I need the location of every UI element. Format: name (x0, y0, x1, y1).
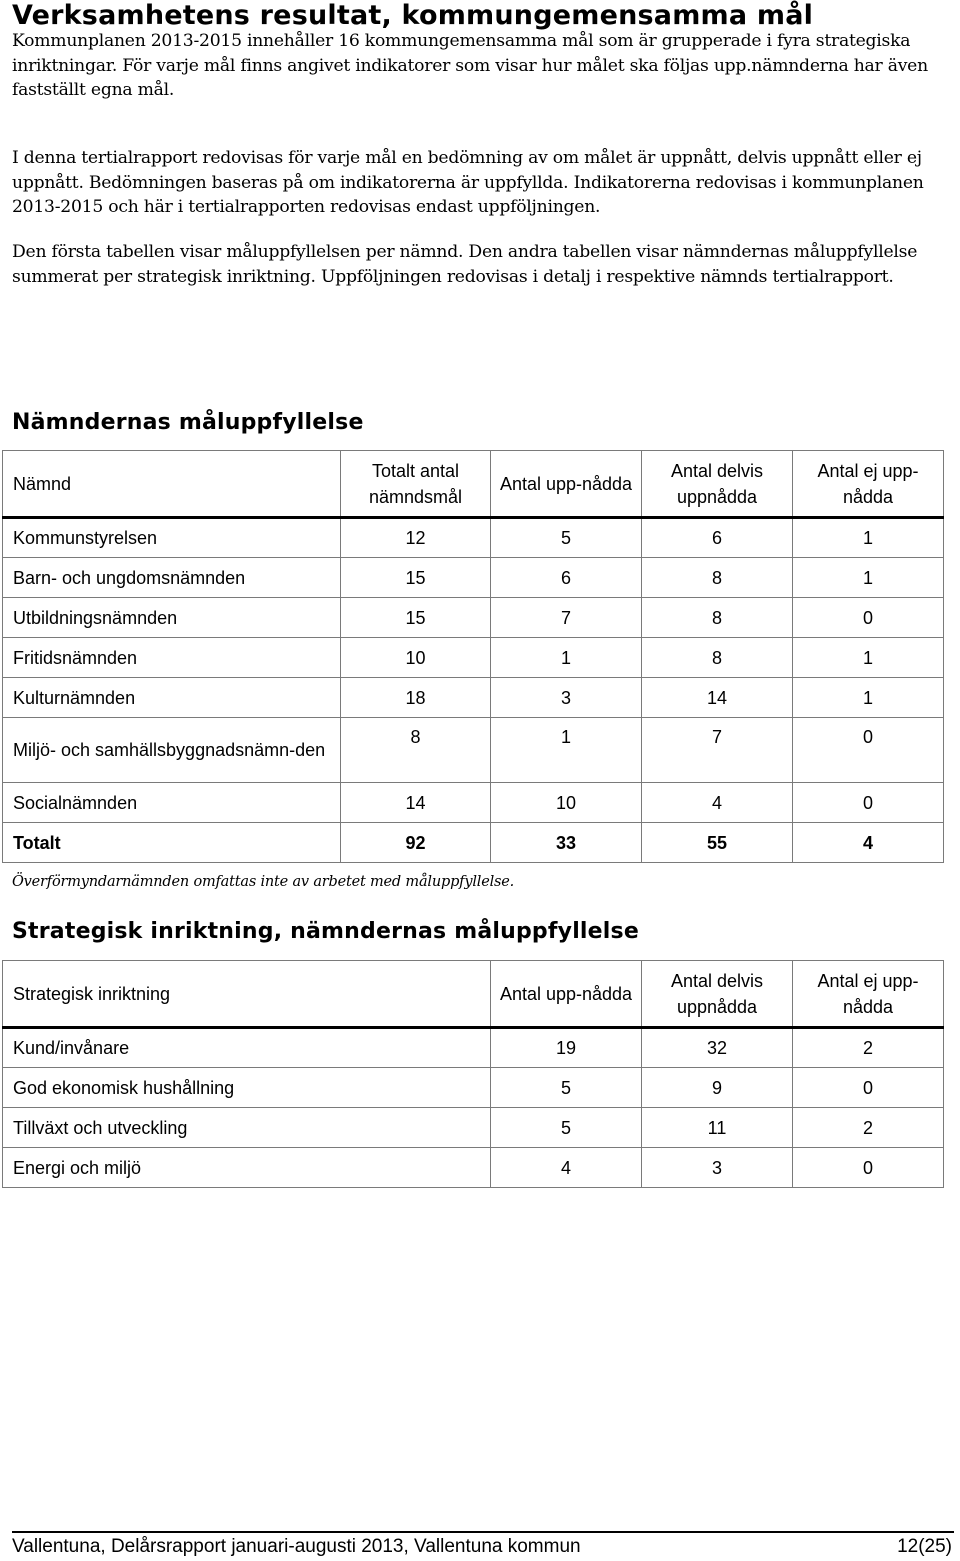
table-cell: 19 (491, 1028, 642, 1068)
table-cell-name: Totalt (3, 823, 341, 863)
column-header: Totalt antal nämndsmål (341, 451, 491, 518)
table-cell: 10 (341, 638, 491, 678)
column-header: Antal delvis uppnådda (642, 451, 793, 518)
table-row (3, 1068, 944, 1108)
table-cell: 8 (341, 718, 491, 783)
table-cell: 6 (491, 558, 642, 598)
page-title: Verksamhetens resultat, kommungemensamma mål (12, 0, 814, 31)
table-row (3, 718, 944, 783)
table-header-row (3, 451, 944, 518)
table-cell: 1 (793, 518, 944, 558)
table-row (3, 598, 944, 638)
table-row (3, 678, 944, 718)
namnd-goal-table (2, 450, 944, 863)
table-cell: 3 (491, 678, 642, 718)
table-cell: 2 (793, 1028, 944, 1068)
table-cell: 6 (642, 518, 793, 558)
intro-paragraph-2: I denna tertialrapport redovisas för varje mål en bedömning av om målet är uppnått, delvis uppnått eller ej uppnått. Bedömningen baseras på om indikatorerna är uppfyllda. Indikatorerna redovisas i kommunplanen 2013-2015 och här i tertialrapporten redovisas endast uppföljningen. (12, 148, 924, 217)
table-cell: 0 (793, 1148, 944, 1188)
table-cell: 8 (642, 558, 793, 598)
table-cell-name: Barn- och ungdomsnämnden (3, 558, 341, 598)
table-row (3, 518, 944, 558)
table-cell: 12 (341, 518, 491, 558)
intro-paragraph-1: Kommunplanen 2013-2015 innehåller 16 kommungemensamma mål som är grupperade i fyra strategiska inriktningar. För varje mål finns angivet indikatorer som visar hur målet ska följas upp.nämnderna har även fastställt egna mål. (12, 31, 928, 100)
column-header: Antal ej upp-nådda (793, 451, 944, 518)
page-number: 12(25) (897, 1536, 952, 1557)
table-cell: 5 (491, 518, 642, 558)
table-total-row (3, 823, 944, 863)
table-cell: 1 (793, 638, 944, 678)
table2-title: Strategisk inriktning, nämndernas måluppfyllelse (12, 919, 639, 944)
strategic-direction-table (2, 960, 944, 1188)
table-row (3, 783, 944, 823)
table-cell-name: Kulturnämnden (3, 678, 341, 718)
table-cell-name: Socialnämnden (3, 783, 341, 823)
table-cell: 0 (793, 1068, 944, 1108)
table-cell-name: Tillväxt och utveckling (3, 1108, 491, 1148)
table-cell: 1 (793, 558, 944, 598)
table-cell-name: Fritidsnämnden (3, 638, 341, 678)
table-row (3, 1028, 944, 1068)
table-row (3, 1148, 944, 1188)
table-cell-name: Kommunstyrelsen (3, 518, 341, 558)
table-cell: 32 (642, 1028, 793, 1068)
column-header: Strategisk inriktning (3, 961, 491, 1028)
table-cell: 9 (642, 1068, 793, 1108)
table-cell: 5 (491, 1108, 642, 1148)
table-cell-name: God ekonomisk hushållning (3, 1068, 491, 1108)
table-cell: 8 (642, 638, 793, 678)
table-cell-name: Miljö- och samhällsbyggnadsnämn-den (3, 718, 341, 783)
table-cell: 1 (491, 638, 642, 678)
table-cell-name: Utbildningsnämnden (3, 598, 341, 638)
table-cell: 3 (642, 1148, 793, 1188)
table-row (3, 1108, 944, 1148)
column-header: Antal ej upp-nådda (793, 961, 944, 1028)
table1-title: Nämndernas måluppfyllelse (12, 410, 364, 435)
table-cell: 0 (793, 598, 944, 638)
column-header: Nämnd (3, 451, 341, 518)
table-header-row (3, 961, 944, 1028)
footer-text: Vallentuna, Delårsrapport januari-augusti 2013, Vallentuna kommun (12, 1536, 581, 1557)
table-cell: 92 (341, 823, 491, 863)
intro-paragraph-3: Den första tabellen visar måluppfyllelsen per nämnd. Den andra tabellen visar nämndernas måluppfyllelse summerat per strategisk inriktning. Uppföljningen redovisas i detalj i respektive nämnds tertialrapport. (12, 242, 918, 287)
table-cell: 5 (491, 1068, 642, 1108)
table-cell: 18 (341, 678, 491, 718)
table-cell: 14 (642, 678, 793, 718)
column-header: Antal upp-nådda (491, 961, 642, 1028)
table1-footnote: Överförmyndarnämnden omfattas inte av arbetet med måluppfyllelse. (12, 874, 515, 890)
table-cell: 15 (341, 558, 491, 598)
table-cell: 10 (491, 783, 642, 823)
table-cell: 4 (491, 1148, 642, 1188)
column-header: Antal upp-nådda (491, 451, 642, 518)
table-cell: 0 (793, 783, 944, 823)
footer-divider (12, 1531, 954, 1533)
table-cell-name: Energi och miljö (3, 1148, 491, 1188)
table-cell: 11 (642, 1108, 793, 1148)
table-cell: 4 (642, 783, 793, 823)
table-cell: 33 (491, 823, 642, 863)
table-cell-name: Kund/invånare (3, 1028, 491, 1068)
table-cell: 15 (341, 598, 491, 638)
table-cell: 1 (491, 718, 642, 783)
table-cell: 8 (642, 598, 793, 638)
table-cell: 2 (793, 1108, 944, 1148)
table-cell: 7 (491, 598, 642, 638)
table-row (3, 638, 944, 678)
table-cell: 14 (341, 783, 491, 823)
column-header: Antal delvis uppnådda (642, 961, 793, 1028)
table-cell: 0 (793, 718, 944, 783)
table-cell: 1 (793, 678, 944, 718)
table-cell: 7 (642, 718, 793, 783)
table-row (3, 558, 944, 598)
table-cell: 4 (793, 823, 944, 863)
table-cell: 55 (642, 823, 793, 863)
